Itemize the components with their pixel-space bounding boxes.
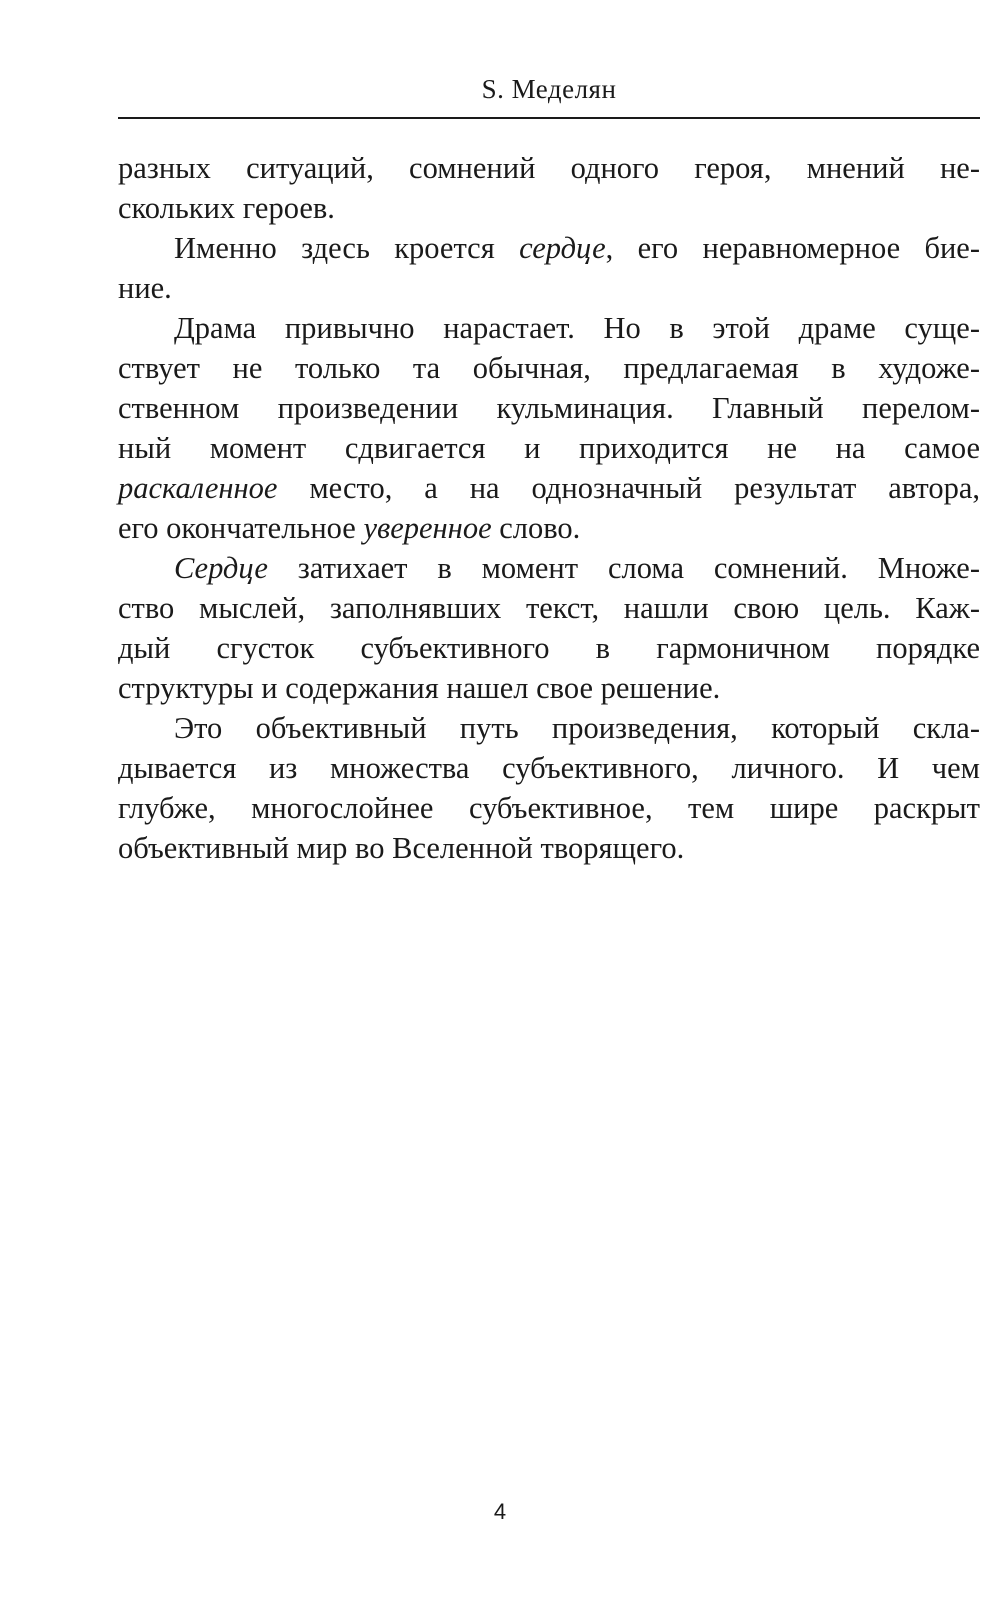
paragraph [118, 308, 980, 548]
paragraph [118, 228, 980, 308]
text-run: дый сгусток субъективного в гармоничном порядке [118, 631, 980, 665]
text-run: Это объективный путь произведения, который скла- [174, 711, 980, 745]
running-head-author: S. Меделян [481, 74, 617, 104]
text-line [118, 148, 980, 188]
text-run: объективный мир во Вселенной творящего. [118, 831, 685, 865]
body-text [118, 148, 980, 868]
text-line [118, 268, 980, 308]
text-run: его окончательное [118, 511, 364, 545]
text-line [118, 588, 980, 628]
text-line [118, 308, 980, 348]
text-run: , его неравномерное бие- [605, 231, 981, 265]
text-run: Драма привычно нарастает. Но в этой драме суще- [174, 311, 980, 345]
text-line [118, 228, 980, 268]
text-line [118, 668, 980, 708]
text-line [118, 348, 980, 388]
text-line [118, 828, 980, 868]
text-run: слово. [491, 511, 581, 545]
text-line [118, 708, 980, 748]
page-number: 4 [493, 1499, 507, 1524]
text-line [118, 548, 980, 588]
text-line [118, 388, 980, 428]
header-rule [118, 117, 980, 119]
text-run: ствует не только та обычная, предлагаемая в художе- [118, 351, 980, 385]
text-line [118, 508, 980, 548]
text-run: скольких героев. [118, 191, 335, 225]
text-line [118, 628, 980, 668]
italic-run: раскаленное [118, 471, 278, 505]
text-run: разных ситуаций, сомнений одного героя, мнений не- [118, 151, 980, 185]
text-run: ный момент сдвигается и приходится не на самое [118, 431, 980, 465]
paragraph [118, 708, 980, 868]
text-run: затихает в момент слома сомнений. Множе- [267, 551, 980, 585]
text-line [118, 188, 980, 228]
italic-run: сердце [519, 231, 606, 265]
text-line [118, 788, 980, 828]
text-line [118, 468, 980, 508]
paragraph [118, 148, 980, 228]
text-line [118, 428, 980, 468]
italic-run: уверенное [363, 511, 492, 545]
text-run: дывается из множества субъективного, личного. И чем [118, 751, 980, 785]
text-run: ние. [118, 271, 172, 305]
text-run: место, а на однозначный результат автора, [277, 471, 980, 505]
page-header [118, 0, 980, 120]
text-run: ство мыслей, заполнявших текст, нашли свою цель. Каж- [118, 591, 980, 625]
text-line [118, 748, 980, 788]
paragraph [118, 548, 980, 708]
italic-run: Сердце [174, 551, 268, 585]
text-run: глубже, многослойнее субъективное, тем шире раскрыт [118, 791, 980, 825]
text-run: структуры и содержания нашел свое решение. [118, 671, 721, 705]
text-run: Именно здесь кроется [174, 231, 520, 265]
text-run: ственном произведении кульминация. Главный перелом- [118, 391, 980, 425]
